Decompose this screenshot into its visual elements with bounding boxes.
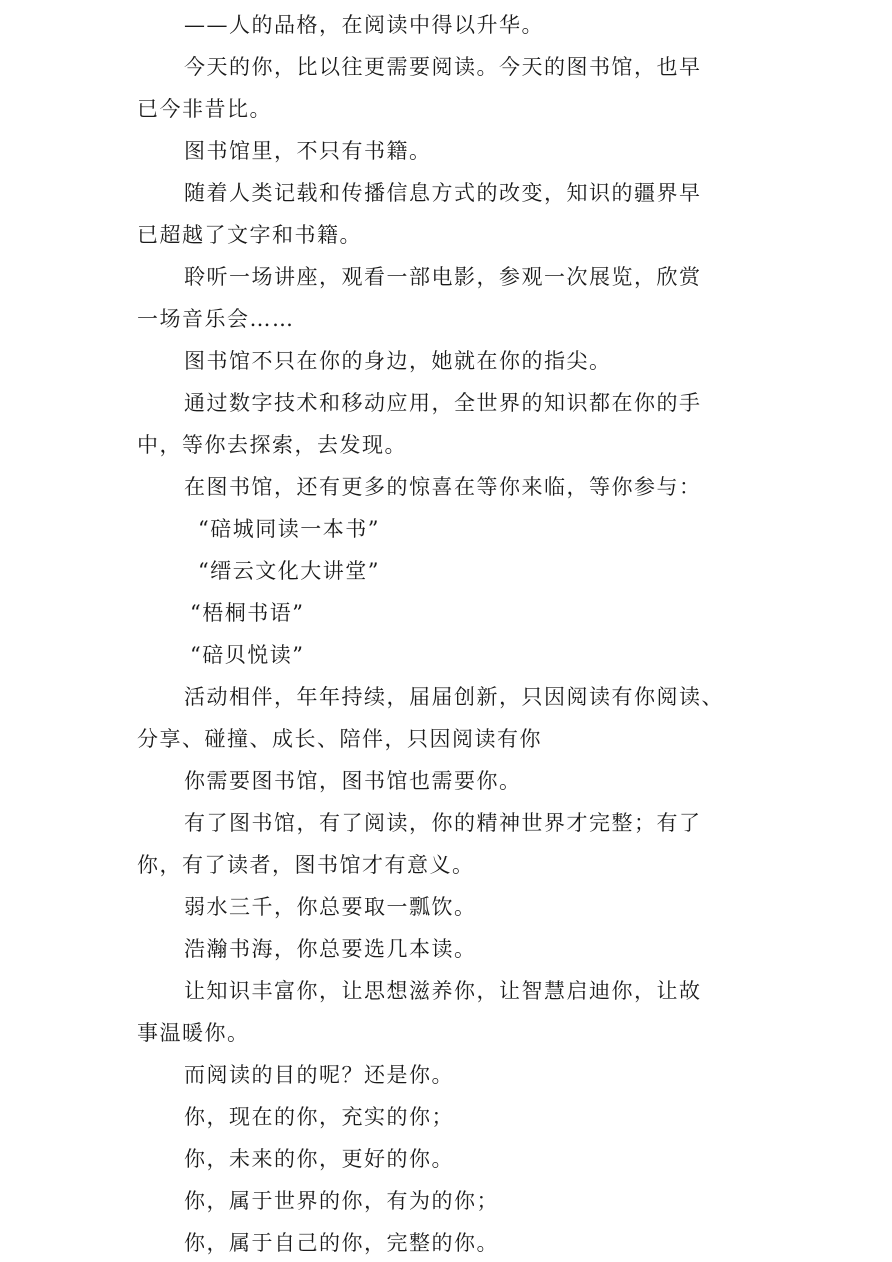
text-line: 让知识丰富你，让思想滋养你，让智慧启迪你，让故 (184, 979, 702, 1003)
text-line: “缙云文化大讲堂” (198, 559, 380, 583)
text-line: 你，有了读者，图书馆才有意义。 (137, 853, 475, 877)
text-line: 浩瀚书海，你总要选几本读。 (184, 937, 477, 961)
text-line: “梧桐书语” (190, 601, 305, 625)
text-line: 有了图书馆，有了阅读，你的精神世界才完整；有了 (184, 811, 702, 835)
text-line: 今天的你，比以往更需要阅读。今天的图书馆，也早 (184, 55, 702, 79)
text-line: 图书馆不只在你的身边，她就在你的指尖。 (184, 349, 612, 373)
text-line: 已超越了文字和书籍。 (137, 223, 362, 247)
text-line: 事温暖你。 (137, 1021, 250, 1045)
text-line: 而阅读的目的呢？还是你。 (184, 1063, 454, 1087)
text-line: 活动相伴，年年持续，届届创新，只因阅读有你阅读、 (184, 685, 724, 709)
text-line: 你需要图书馆，图书馆也需要你。 (184, 769, 522, 793)
text-line: 聆听一场讲座，观看一部电影，参观一次展览，欣赏 (184, 265, 702, 289)
text-line: 随着人类记载和传播信息方式的改变，知识的疆界早 (184, 181, 702, 205)
text-line: 在图书馆，还有更多的惊喜在等你来临，等你参与： (184, 475, 702, 499)
text-line: 图书馆里，不只有书籍。 (184, 139, 432, 163)
text-line: “碚城同读一本书” (198, 517, 380, 541)
text-line: 一场音乐会…… (137, 307, 295, 331)
text-line: 弱水三千，你总要取一瓢饮。 (184, 895, 477, 919)
text-line: 中，等你去探索，去发现。 (137, 433, 407, 457)
text-line: 通过数字技术和移动应用，全世界的知识都在你的手 (184, 391, 702, 415)
text-line: 分享、碰撞、成长、陪伴，只因阅读有你 (137, 727, 542, 751)
text-line: 你，属于自己的你，完整的你。 (184, 1231, 499, 1255)
text-line: 已今非昔比。 (137, 97, 272, 121)
text-line: “碚贝悦读” (190, 643, 305, 667)
text-line: 你，现在的你，充实的你； (184, 1105, 454, 1129)
text-line: 你，未来的你，更好的你。 (184, 1147, 454, 1171)
text-line: ——人的品格，在阅读中得以升华。 (184, 13, 544, 37)
text-line: 你，属于世界的你，有为的你； (184, 1189, 499, 1213)
